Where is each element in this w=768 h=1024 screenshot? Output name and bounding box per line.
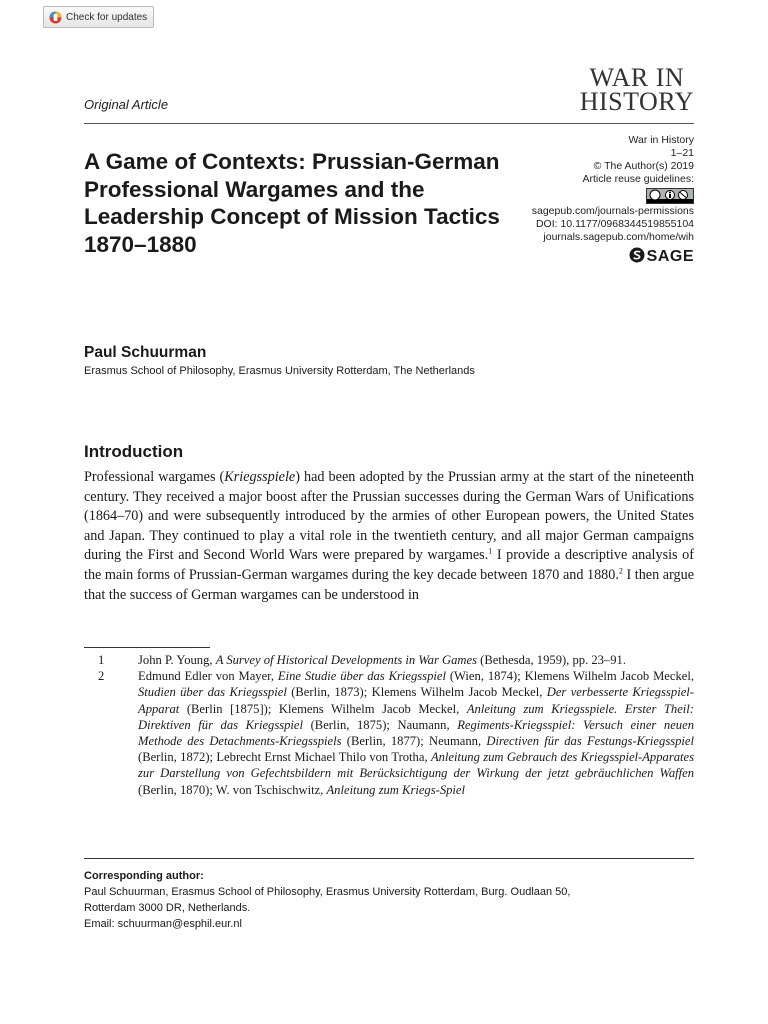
article-title: A Game of Contexts: Prussian-German Professional Wargames and the Leadership Concept of Mission Tactics 1870–1880 xyxy=(84,149,500,257)
section-heading: Introduction xyxy=(84,442,184,461)
article-metadata xyxy=(484,134,694,265)
body-paragraph xyxy=(84,468,694,605)
corresponding-address: Paul Schuurman, Erasmus School of Philosophy, Erasmus University Rotterdam, Burg. Oudlaan 50, xyxy=(84,886,571,898)
journal-logo xyxy=(579,63,694,116)
copyright-notice: © The Author(s) 2019 xyxy=(593,160,694,172)
footnote-text: John P. Young, A Survey of Historical Developments in War Games (Bethesda, 1959), pp. 23–91. xyxy=(138,653,627,667)
footnotes xyxy=(84,652,694,798)
footnote-item xyxy=(84,668,694,798)
crossmark-icon xyxy=(49,11,62,24)
doi[interactable]: DOI: 10.1177/0968344519855104 xyxy=(535,218,694,230)
sage-s-icon xyxy=(629,247,645,265)
corresponding-author xyxy=(84,868,694,932)
corresponding-email[interactable]: Email: schuurman@esphil.eur.nl xyxy=(84,918,242,930)
footnote-divider xyxy=(84,647,210,648)
corresponding-divider xyxy=(84,858,694,859)
author-name: Paul Schuurman xyxy=(84,344,207,361)
journal-homepage-link[interactable]: journals.sagepub.com/home/wih xyxy=(543,231,694,243)
footnote-text: Edmund Edler von Mayer, Eine Studie über das Kriegsspiel (Wien, 1874); Klemens Wilhelm Jacob Meckel, Studien über das Kriegsspiel (Berlin, 1873); Klemens Wilhelm Jacob Meckel, Der verbesserte Kriegsspiel-Apparat (Berlin [1875]); Klemens Wilhelm Jacob Meckel, Anleitung zum Kriegsspiele. Erster Theil: Direktiven für das Kriegsspiel (Berlin, 1875); Naumann, Regiments-Kriegsspiel: Versuch einer neuen Methode des Detachments-Kriegsspiels (Berlin, 1877); Neumann, Directiven für das Festungs-Kriegsspiel (Berlin, 1872); Lebrecht Ernst Michael Thilo von Trotha, Anleitung zum Gebrauch des Kriegsspiel-Apparates zur Darstellung von Gefechtsbildern mit Berücksichtigung der Wirkung der jetzt gebräuchlichen Waffen (Berlin, 1870); W. von Tschischwitz, Anleitung zum Kriegs-Spiel xyxy=(138,669,695,797)
page-range: 1–21 xyxy=(670,147,694,159)
author-affiliation: Erasmus School of Philosophy, Erasmus University Rotterdam, The Netherlands xyxy=(84,365,475,377)
journal-logo-line2: HISTORY xyxy=(579,87,694,116)
check-for-updates-label: Check for updates xyxy=(66,11,148,23)
footnote-ref[interactable]: 2 xyxy=(618,566,623,576)
permissions-link[interactable]: sagepub.com/journals-permissions xyxy=(531,205,694,217)
footnote-ref[interactable]: 1 xyxy=(488,546,493,556)
footnote-item xyxy=(84,652,694,668)
check-for-updates-button[interactable] xyxy=(43,6,154,28)
body-text-run: I provide a descriptive analysis of the main forms of Prussian-German wargames during the key decade between 1870 and 1880. xyxy=(84,547,694,583)
corresponding-address: Rotterdam 3000 DR, Netherlands. xyxy=(84,902,251,914)
body-text-run: ) had been adopted by the Prussian army at the start of the nineteenth century. They received a major boost after the Prussian successes during the German Wars of Unifications (1864–70) and were subsequently introduced by the armies of other European powers, the United States and Japan. They continued to play a vital role in the twentieth century, and all major German campaigns during the First and Second World Wars were prepared by wargames. xyxy=(84,469,694,564)
body-text-run: Professional wargames ( xyxy=(84,469,225,485)
corresponding-label: Corresponding author: xyxy=(84,870,204,882)
footnote-number: 1 xyxy=(98,653,105,667)
reuse-guidelines-label: Article reuse guidelines: xyxy=(582,173,694,185)
body-text-run: I then argue that the success of German wargames can be understood in xyxy=(84,566,694,603)
journal-name: War in History xyxy=(628,134,694,146)
sage-logo xyxy=(484,247,694,265)
journal-logo-line1: WAR IN xyxy=(589,63,685,92)
body-text-italic: Kriegsspiele xyxy=(224,469,296,485)
footnote-number: 2 xyxy=(98,669,105,684)
article-type: Original Article xyxy=(84,97,169,112)
cc-by-nc-icon xyxy=(646,188,694,204)
publisher-name: SAGE xyxy=(646,247,694,265)
header-divider xyxy=(84,123,694,124)
